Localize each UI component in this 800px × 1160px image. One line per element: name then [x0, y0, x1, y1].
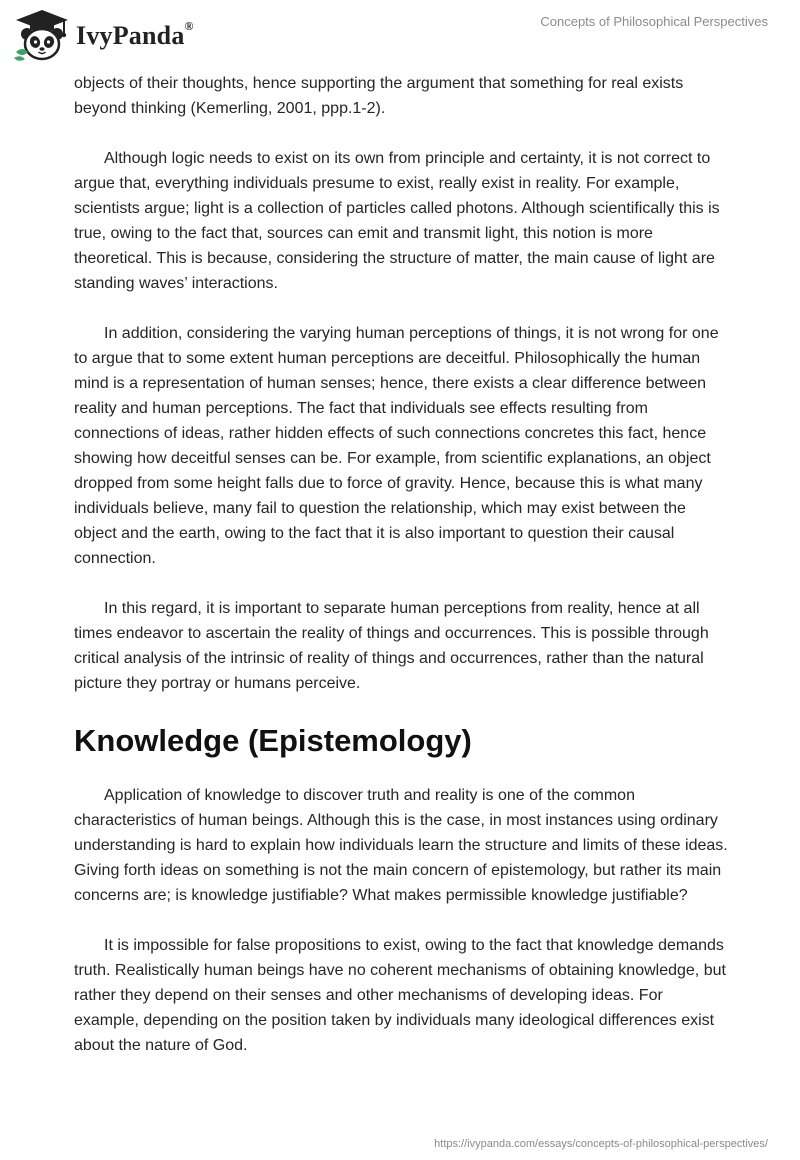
paragraph-application: Application of knowledge to discover truth and reality is one of the common characteristics of human beings. Although this is the case, in most instances using ordinary understanding is hard to explain how individuals learn the structure and limits of these ideas. Giving forth ideas on something is not the main concern of epistemology, but rather its main concerns are; is knowledge justifiable? What makes permissible knowledge justifiable? — [74, 787, 728, 904]
essay-content — [74, 71, 730, 1083]
source-url[interactable]: https://ivypanda.com/essays/concepts-of-philosophical-perspectives/ — [434, 1138, 768, 1150]
document-title: Concepts of Philosophical Perspectives — [540, 14, 768, 29]
brand-name: IvyPanda® — [76, 19, 194, 50]
paragraph-perceptions: In addition, considering the varying human perceptions of things, it is not wrong for one to argue that to some extent human perceptions are deceitful. Philosophically the human mind is a representation of human senses; hence, there exists a clear difference between reality and human perceptions. The fact that individuals see effects resulting from connections of ideas, rather hidden effects of such connections concretes this fact, hence showing how deceitful senses can be. For example, from scientific explanations, an object dropped from some height falls due to force of gravity. Hence, because this is what many individuals believe, many fail to question the relationship, which may exist between the object and the earth, owing to the fact that it is also important to question their causal connection. — [74, 325, 719, 567]
paragraph-continuation: objects of their thoughts, hence supporting the argument that something for real exists beyond thinking (Kemerling, 2001, ppp.1-2). — [74, 75, 684, 117]
registered-mark: ® — [184, 19, 194, 33]
paragraph-logic: Although logic needs to exist on its own from principle and certainty, it is not correct to argue that, everything individuals presume to exist, really exist in reality. For example, scientists argue; light is a collection of particles called photons. Although scientifically this is true, owing to the fact that, sources can emit and transmit light, this notion is more theoretical. This is because, considering the structure of matter, the main cause of light are standing waves’ interactions. — [74, 150, 720, 292]
section-heading-knowledge: Knowledge (Epistemology) — [74, 723, 472, 758]
paragraph-separation: In this regard, it is important to separate human perceptions from reality, hence at all times endeavor to ascertain the reality of things and occurrences. This is possible through critical analysis of the intrinsic of reality of things and occurrences, rather than the natural picture they portray or humans perceive. — [74, 600, 709, 692]
panda-graduate-icon — [12, 8, 72, 64]
paragraph-propositions: It is impossible for false propositions to exist, owing to the fact that knowledge demands truth. Realistically human beings have no coherent mechanisms of obtaining knowledge, but rather they depend on their senses and other mechanisms of developing ideas. For example, depending on the position taken by individuals many ideological differences exist about the nature of God. — [74, 937, 726, 1054]
page-header — [0, 0, 800, 70]
ivypanda-logo[interactable] — [12, 8, 194, 64]
